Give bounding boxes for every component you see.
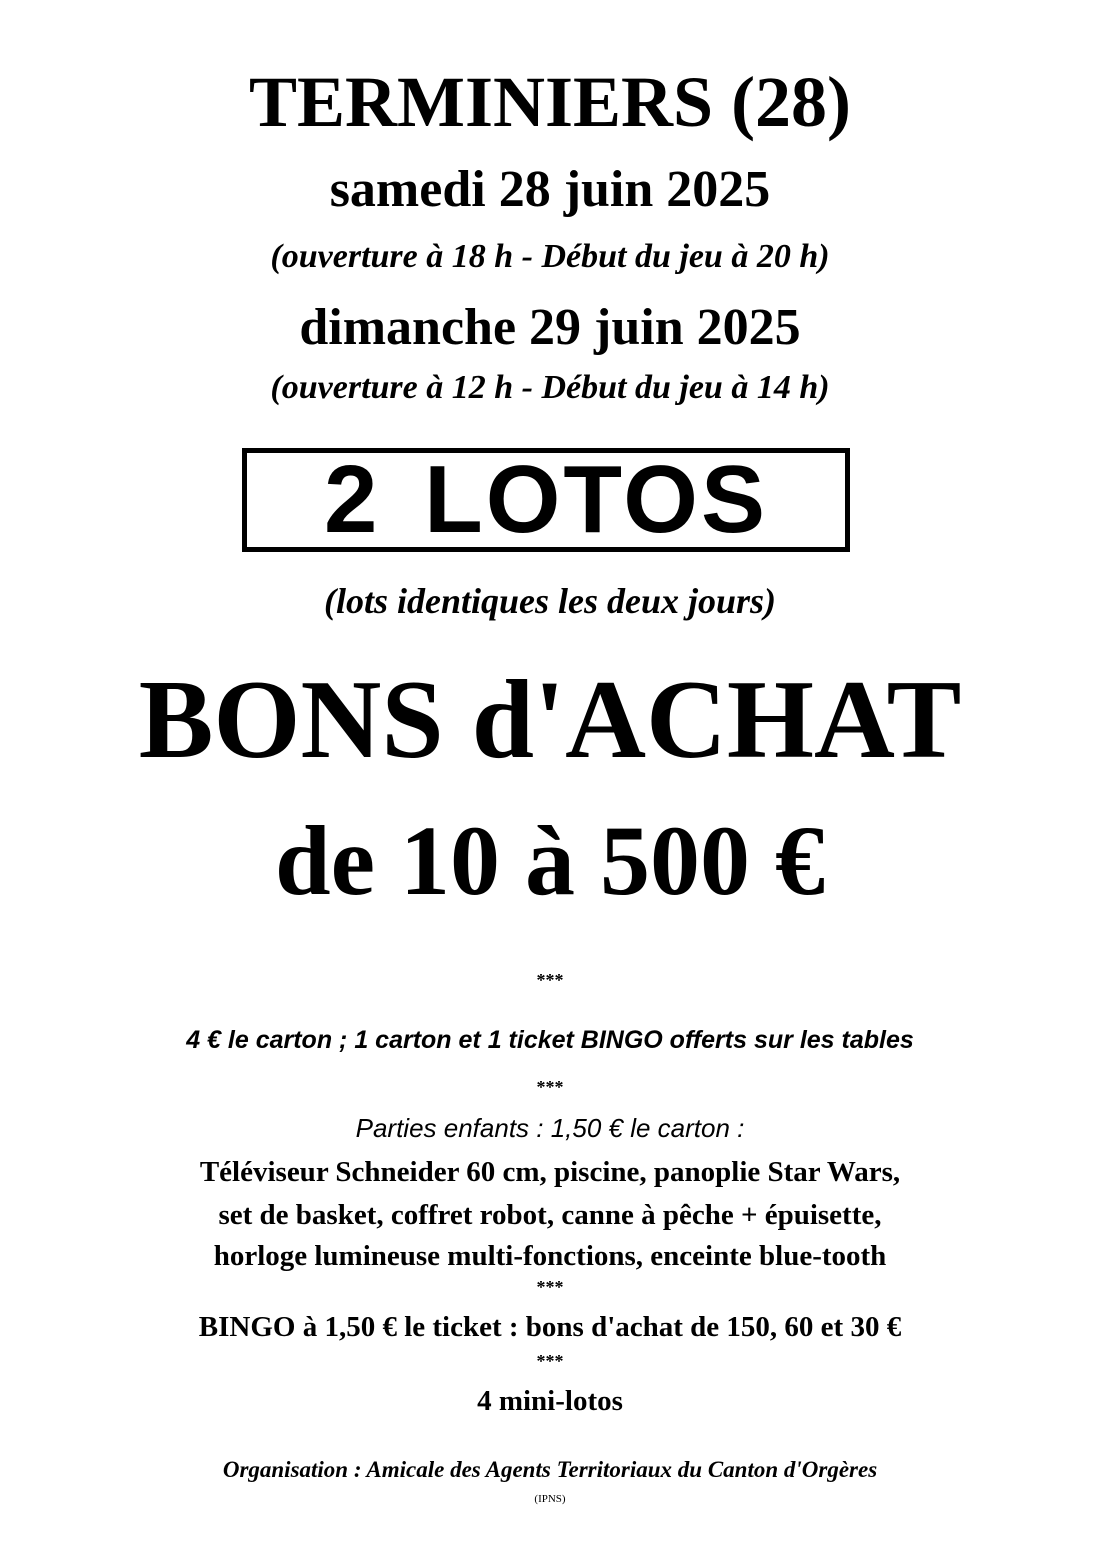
separator: *** (536, 1277, 564, 1297)
bingo-info: BINGO à 1,50 € le ticket : bons d'achat de 150, 60 et 30 € (198, 1311, 902, 1343)
bons-achat-headline: BONS d'ACHAT (138, 658, 962, 782)
day2-date: dimanche 29 juin 2025 (299, 299, 801, 356)
organisation-credit: Organisation : Amicale des Agents Territoriaux du Canton d'Orgères (222, 1457, 878, 1482)
poster-title: TERMINIERS (28) (248, 62, 852, 142)
separator: *** (536, 1077, 564, 1097)
price-info: 4 € le carton ; 1 carton et 1 ticket BINGO offerts sur les tables (186, 1026, 914, 1054)
kids-games-title: Parties enfants : 1,50 € le carton : (355, 1113, 745, 1143)
separator: *** (536, 1351, 564, 1371)
day1-hours: (ouverture à 18 h - Début du jeu à 20 h) (270, 238, 830, 275)
day1-date: samedi 28 juin 2025 (329, 161, 771, 218)
separator: *** (536, 970, 564, 990)
identical-lots-note: (lots identiques les deux jours) (323, 581, 777, 621)
lotos-label: 2 LOTOS (324, 446, 768, 553)
amount-range: de 10 à 500 € (275, 805, 825, 916)
kids-prize-line: horloge lumineuse multi-fonctions, enceinte blue-tooth (213, 1240, 887, 1272)
lotos-banner (242, 448, 850, 552)
day2-hours: (ouverture à 12 h - Début du jeu à 14 h) (270, 369, 830, 406)
kids-prize-line: set de basket, coffret robot, canne à pêche + épuisette, (218, 1199, 882, 1231)
ipns-note: (IPNS) (534, 1493, 566, 1505)
kids-prize-line: Téléviseur Schneider 60 cm, piscine, panoplie Star Wars, (199, 1156, 901, 1188)
mini-lotos: 4 mini-lotos (477, 1385, 623, 1417)
